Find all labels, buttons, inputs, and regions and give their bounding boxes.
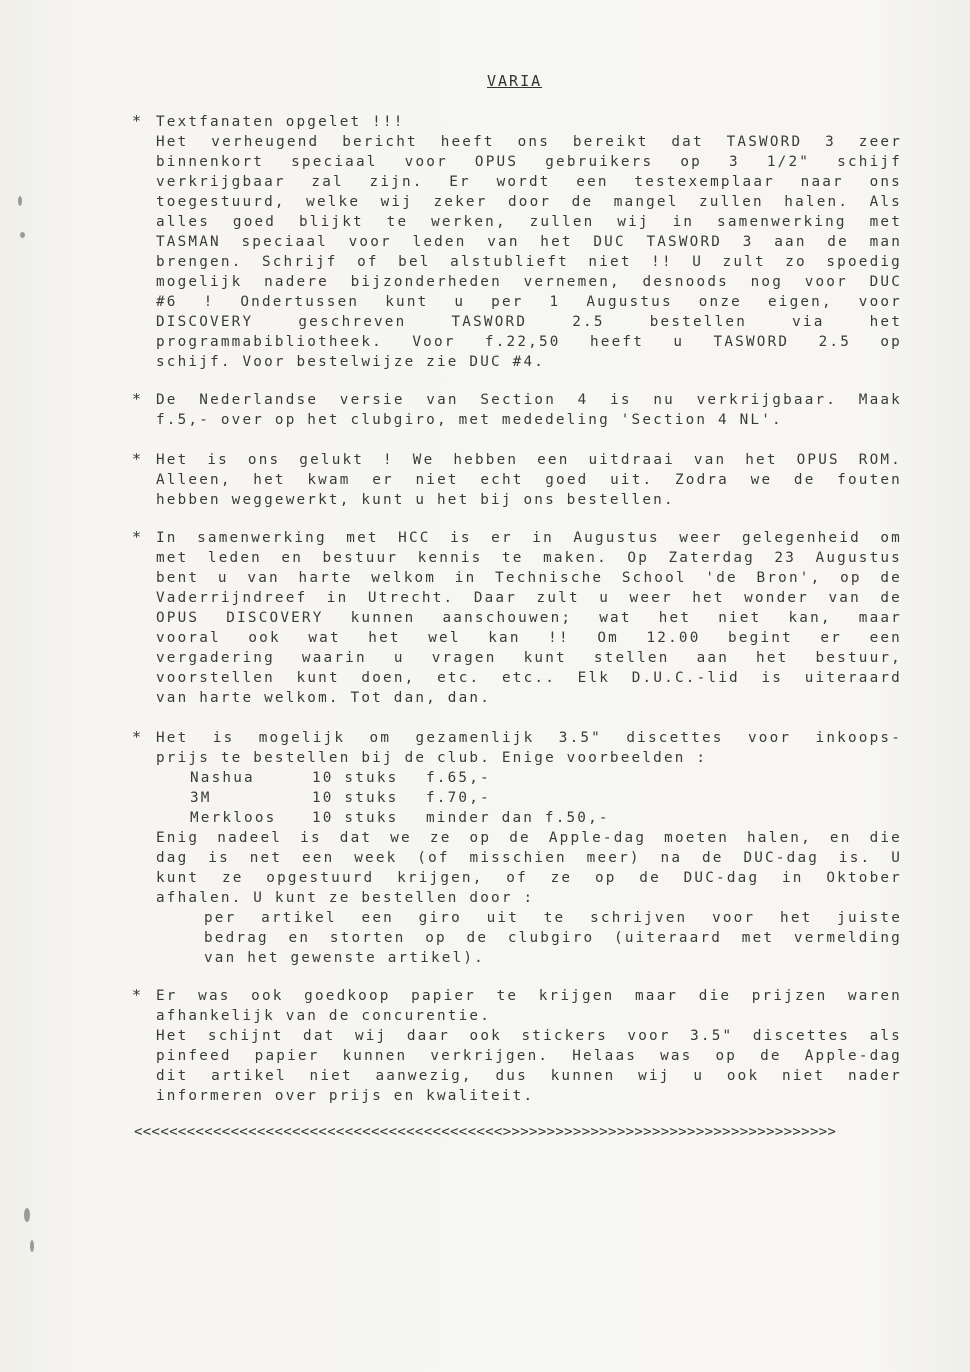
bullet-marker: * [132, 728, 142, 746]
bullet-marker: * [132, 986, 142, 1004]
divider-line: <<<<<<<<<<<<<<<<<<<<<<<<<<<<<<<<<<<<<<<<<<>>>>>>>>>>>>>>>>>>>>>>>>>>>>>>>>>>>>>> [134, 1124, 837, 1140]
text-line: met leden en bestuur kennis te maken. Op Zaterdag 23 Augustus [156, 550, 902, 566]
bullet-marker: * [132, 450, 142, 468]
indented-line: van het gewenste artikel). [204, 950, 485, 966]
text-line: Het schijnt dat wij daar ook stickers voor 3.5" discettes als [156, 1028, 902, 1044]
price-value: minder dan f.50,- [426, 810, 610, 826]
price-value: f.70,- [426, 790, 491, 806]
section-opus-rom [132, 450, 902, 512]
price-value: f.65,- [426, 770, 491, 786]
section-paper [132, 986, 902, 1108]
text-line: Textfanaten opgelet !!! [156, 114, 405, 130]
text-line: dag is net een week (of misschien meer) na de DUC-dag is. U [156, 850, 902, 866]
text-line: voorstellen kunt doen, etc. etc.. Elk D.U.C.-lid is uiteraard [156, 670, 902, 686]
text-line: afhankelijk van de concurentie. [156, 1008, 492, 1024]
text-line: schijf. Voor bestelwijze zie DUC #4. [156, 354, 546, 370]
section-discettes [132, 728, 902, 968]
price-qty: 10 stuks [312, 810, 399, 826]
section-section4 [132, 390, 902, 432]
text-line: Het is ons gelukt ! We hebben een uitdraai van het OPUS ROM. [156, 452, 902, 468]
text-line: kunt ze opgestuurd krijgen, of ze op de DUC-dag in Oktober [156, 870, 902, 886]
text-line: f.5,- over op het clubgiro, met mededeling 'Section 4 NL'. [156, 412, 783, 428]
text-line: mogelijk nadere bijzonderheden vernemen, desnoods nog voor DUC [156, 274, 902, 290]
punch-mark-decoration [18, 196, 22, 206]
text-line: alles goed blijkt te werken, zullen wij in samenwerking met [156, 214, 902, 230]
text-line: TASMAN speciaal voor leden van het DUC TASWORD 3 aan de man [156, 234, 902, 250]
text-line: verkrijgbaar zal zijn. Er wordt een testexemplaar naar ons [156, 174, 902, 190]
indented-line: bedrag en storten op de clubgiro (uiteraard met vermelding [204, 930, 902, 946]
text-line: DISCOVERY geschreven TASWORD 2.5 bestellen via het [156, 314, 902, 330]
text-line: Vaderrijndreef in Utrecht. Daar zult u weer het wonder van de [156, 590, 902, 606]
text-line: dit artikel niet aanwezig, dus kunnen wij u ook niet nader [156, 1068, 902, 1084]
text-line: #6 ! Ondertussen kunt u per 1 Augustus onze eigen, voor [156, 294, 902, 310]
page-title: VARIA [487, 72, 543, 90]
text-line: De Nederlandse versie van Section 4 is nu verkrijgbaar. Maak [156, 392, 902, 408]
text-line: programmabibliotheek. Voor f.22,50 heeft u TASWORD 2.5 op [156, 334, 902, 350]
text-line: Enig nadeel is dat we ze op de Apple-dag moeten halen, en die [156, 830, 902, 846]
punch-mark-decoration [30, 1240, 34, 1252]
price-brand: Nashua [190, 770, 255, 786]
text-line: Alleen, het kwam er niet echt goed uit. Zodra we de fouten [156, 472, 902, 488]
text-line: vooral ook wat het wel kan !! Om 12.00 begint er een [156, 630, 902, 646]
punch-mark-decoration [24, 1208, 30, 1222]
text-line: prijs te bestellen bij de club. Enige voorbeelden : [156, 750, 708, 766]
text-line: hebben weggewerkt, kunt u het bij ons bestellen. [156, 492, 675, 508]
text-line: Het verheugend bericht heeft ons bereikt dat TASWORD 3 zeer [156, 134, 902, 150]
text-line: OPUS DISCOVERY kunnen aanschouwen; wat het niet kan, maar [156, 610, 902, 626]
text-line: toegestuurd, welke wij zeker door de mangel zullen halen. Als [156, 194, 902, 210]
text-line: Er was ook goedkoop papier te krijgen maar die prijzen waren [156, 988, 902, 1004]
indented-line: per artikel een giro uit te schrijven voor het juiste [204, 910, 902, 926]
bullet-marker: * [132, 112, 142, 130]
price-brand: 3M [190, 790, 212, 806]
text-line: van harte welkom. Tot dan, dan. [156, 690, 492, 706]
section-hcc-meeting [132, 528, 902, 710]
price-qty: 10 stuks [312, 790, 399, 806]
bullet-marker: * [132, 390, 142, 408]
text-line: vergadering waarin u vragen kunt stellen aan het bestuur, [156, 650, 902, 666]
text-line: binnenkort speciaal voor OPUS gebruikers op 3 1/2" schijf [156, 154, 902, 170]
text-line: pinfeed papier kunnen verkrijgen. Helaas was op de Apple-dag [156, 1048, 902, 1064]
section-tasword [132, 112, 902, 380]
text-line: informeren over prijs en kwaliteit. [156, 1088, 535, 1104]
price-brand: Merkloos [190, 810, 277, 826]
punch-mark-decoration [20, 232, 25, 238]
text-line: afhalen. U kunt ze bestellen door : [156, 890, 535, 906]
text-line: In samenwerking met HCC is er in Augustus weer gelegenheid om [156, 530, 902, 546]
price-qty: 10 stuks [312, 770, 399, 786]
text-line: bent u van harte welkom in Technische School 'de Bron', op de [156, 570, 902, 586]
text-line: brengen. Schrijf of bel alstublieft niet !! U zult zo spoedig [156, 254, 902, 270]
bullet-marker: * [132, 528, 142, 546]
text-line: Het is mogelijk om gezamenlijk 3.5" discettes voor inkoops- [156, 730, 902, 746]
